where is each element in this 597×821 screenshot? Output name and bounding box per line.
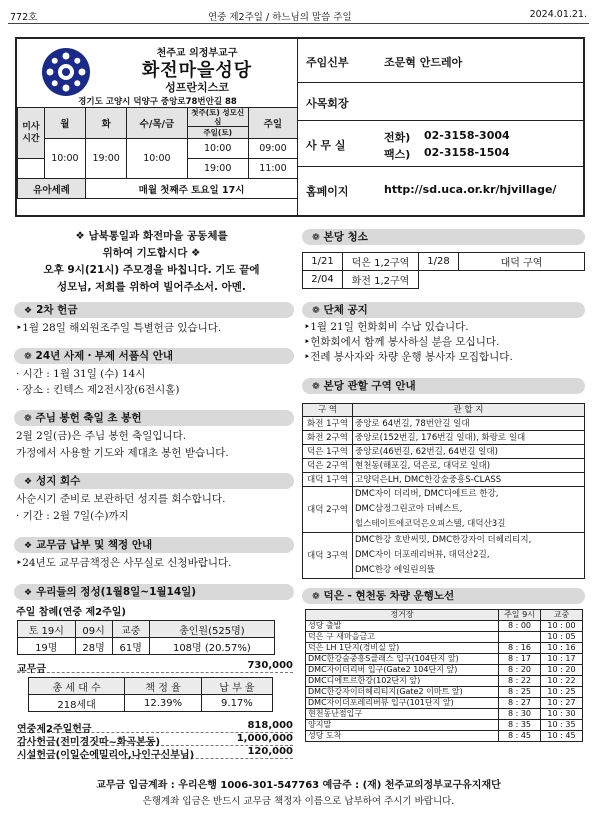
time-tue: 19:00 <box>86 139 127 179</box>
group-notice-1: ‣1월 21일 헌화회비 수납 있습니다. <box>304 321 469 333</box>
dues-table: 총 세 대 수 책 정 율 납 부 율 218세대 12.39% 9.17% <box>28 677 273 712</box>
route-row: DMC한강자이더헤리티지(Gate2 이마트 앞) 8 : 25 10 : 25 <box>306 687 583 698</box>
zone-row: 대덕 3구역 DMC한강 호반써밋, DMC한강자이 더헤리티지, DMC자이 더포레리버뷰, 대덕산2길, DMC한강 에일린의뜰 <box>303 533 585 579</box>
issue-date: 2024.01.21. <box>529 9 587 20</box>
parish-name: 화전마을성당 <box>141 60 253 81</box>
diocese-name: 천주교 의정부교구 <box>156 48 238 59</box>
cleaning-table: 1/21 덕은 1,2구역 1/28 대덕 구역 2/04 화전 1,2구역 <box>302 252 585 289</box>
day-wed-fri: 수/목/금 <box>127 108 187 139</box>
time-sat2: 19:00 <box>187 159 248 179</box>
section-second-collection: ❖ 2차 헌금 <box>14 302 294 318</box>
phone-label: 전화) <box>384 131 411 144</box>
fax-number: 02-3158-1504 <box>424 146 510 159</box>
candle-text-1: 2월 2일(금)은 주님 봉헌 축일입니다. <box>16 430 187 442</box>
zone-row: 화전 1구역 중앙로 64번길, 78번안길 일대 <box>303 417 585 431</box>
day-sun: 주일 <box>248 108 297 139</box>
council-row <box>298 83 583 121</box>
section-candle: ❁ 주님 봉헌 축일 초 봉헌 <box>14 410 294 426</box>
candle-text-2: 가정에서 사용할 기도와 제대초 봉헌 받습니다. <box>16 447 229 459</box>
zone-table: 구 역 관 할 지 화전 1구역 중앙로 64번길, 78번안길 일대 화전 2구역 중앙로(152번길, 176번길 일대), 화랑로 일대 덕은 1구역 중앙로(46번길, 62번길, 64번길 일대) 덕은 2구역 현천동(해포길, 덕은로, 대덕로 일대) 대덕 1구역 고양덕은LH, DMC한강숲중흥S-CLASS 대덕 2구역 DMC자이 더리버, DMC디에트르 한강, DMC삼정그린코아 더베스트, 힐스테이트에코덕은오피스텔, 대덕산3길 대덕 3구역 DMC한강 호반써밋, DMC한강자이 더헤리티지, DMC자이 더포레리버뷰, 대덕산2길, DMC한강 에일린의뜰 <box>302 403 585 579</box>
top-bar <box>8 6 589 24</box>
zone-row: 대덕 2구역 DMC자이 더리버, DMC디에트르 한강, DMC삼정그린코아 더베스트, 힐스테이트에코덕은오피스텔, 대덕산3길 <box>303 487 585 533</box>
route-row: DMC자이더리버 입구(Gate2 104단지 앞) 8 : 20 10 : 20 <box>306 665 583 676</box>
day-mon: 월 <box>44 108 85 139</box>
route-row: 성당 도착 8 : 45 10 : 45 <box>306 731 583 742</box>
bus-route-table: 정거장 주일 9시 교중 성당 출발 8 : 00 10 : 00 덕은 구 새마을금고 10 : 05 덕은 LH 1단지(경비실 앞) 8 : 16 10 : 16 DMC한강숲중흥S클래스 입구(104단지 앞) 8 : 17 10 : 17 DMC자이더리버 입구(Gate2 104단지 앞) 8 : 20 10 : 20 DMC디에트르한강(102단지 앞) 8 : 22 10 : 22 DMC한강자이더헤리티지(Gate2 이마트 앞) 8 : 25 10 : 25 DMC자이더포레리버뷰 입구(101단지 앞) 8 : 27 10 : 27 현천동난점입구 8 : 30 10 : 30 양지말 8 : 35 10 : 35 성당 도착 8 : 45 10 : 45 <box>305 609 583 742</box>
website-url[interactable]: http://sd.uca.or.kr/hjvillage/ <box>384 183 557 196</box>
section-bus-route: ❁ 덕은 - 현천동 차량 운행노선 <box>302 588 585 604</box>
prayer-notice: ❖ 남북통일과 화전마을 공동체를 위하여 기도합시다 ❖ 오후 9시(21시) 주모경을 바칩니다. 기도 끝에 성모님, 저희를 위하여 빌어주소서. 아멘. <box>43 230 260 293</box>
attendance-table: 토 19시 09시 교중 총인원(525명) 19명 28명 61명 108명 (20.57%) <box>17 620 275 655</box>
group-notice-2: ‣헌화회에서 함께 봉사하실 분을 모십니다. <box>304 336 500 348</box>
collection-row: 시설헌금(이일순에밀리아,나인구신부님) 120,000 <box>17 746 293 761</box>
ordination-place: · 장소 : 킨텍스 제2전시장(6전시홀) <box>16 384 180 396</box>
office-label: 사 무 실 <box>306 139 346 152</box>
zone-row: 화전 2구역 중앙로(152번길, 176번길 일대), 화랑로 일대 <box>303 431 585 445</box>
section-offerings: ❖ 우리들의 정성(1월8일~1월14일) <box>14 584 294 600</box>
footer-note: 은행계좌 입금은 반드시 교무금 책정자 이름으로 납부하여 주시기 바랍니다. <box>142 796 455 807</box>
section-group-notice: ❁ 단체 공지 <box>302 302 585 318</box>
parish-address: 경기도 고양시 덕양구 중앙로78번안길 88 <box>78 97 237 107</box>
day-first-sat: 첫주(토) 성모신심 <box>187 108 248 127</box>
collection-list <box>17 720 293 759</box>
mass-time-label: 미사 시간 <box>18 108 45 159</box>
second-collection-text: ‣1월 28일 해외원조주일 특별헌금 있습니다. <box>16 322 222 334</box>
route-row: 덕은 구 새마을금고 10 : 05 <box>306 632 583 643</box>
section-ordination: ❁ 24년 사제・부제 서품식 안내 <box>14 348 294 364</box>
palms-text-1: 사순시기 준비로 보관하던 성지를 회수합니다. <box>16 493 226 505</box>
route-row: 현천동난점입구 8 : 30 10 : 30 <box>306 709 583 720</box>
section-zones: ❁ 본당 관할 구역 안내 <box>302 378 585 394</box>
zone-row: 덕은 2구역 현천동(해포길, 덕은로, 대덕로 일대) <box>303 459 585 473</box>
day-sat: 주일(토) <box>187 127 248 139</box>
section-palms: ❖ 성지 회수 <box>14 473 294 489</box>
collection-row: 감사헌금(전미경짓따~화곡본동) 1,000,000 <box>17 733 293 748</box>
route-row: 양지말 8 : 35 10 : 35 <box>306 720 583 731</box>
ordination-time: · 시간 : 1월 31일 (수) 14시 <box>16 368 146 380</box>
footer <box>0 778 597 810</box>
pastor-name: 조문혁 안드레아 <box>384 56 463 69</box>
phone-number: 02-3158-3004 <box>424 129 510 142</box>
collection-row: 연중제2주일헌금 818,000 <box>17 720 293 735</box>
time-mon: 10:00 <box>44 139 85 179</box>
zone-row: 대덕 1구역 고양덕은LH, DMC한강숲중흥S-CLASS <box>303 473 585 487</box>
parish-patron: 성프란치스코 <box>165 81 229 94</box>
route-row: DMC디에트르한강(102단지 앞) 8 : 22 10 : 22 <box>306 676 583 687</box>
website-label: 홈페이지 <box>306 185 349 198</box>
section-dues: ❖ 교무금 납부 및 책정 안내 <box>14 537 294 553</box>
liturgical-week: 연중 제2주일 / 하느님의 말씀 주일 <box>208 12 352 23</box>
footer-account: 교무금 입금계좌 : 우리은행 1006-301-547763 예금주 : (재) 천주교의정부교구유지재단 <box>96 780 501 791</box>
website-row <box>298 167 583 215</box>
time-sun2: 11:00 <box>248 159 297 179</box>
day-tue: 화 <box>86 108 127 139</box>
palms-text-2: · 기간 : 2월 7일(수)까지 <box>16 510 129 522</box>
parish-logo-icon <box>41 47 91 97</box>
pastor-row <box>298 39 583 83</box>
section-cleaning: ❁ 본당 청소 <box>302 229 585 245</box>
fax-label: 팩스) <box>384 148 411 161</box>
infant-baptism-value: 매월 첫째주 토요일 17시 <box>86 179 298 199</box>
office-row <box>298 121 583 167</box>
infant-baptism-label: 유아세례 <box>18 179 86 199</box>
zone-row: 덕은 1구역 중앙로(46번길, 62번길, 64번길 일대) <box>303 445 585 459</box>
route-row: DMC자이더포레리버뷰 입구(101단지 앞) 8 : 27 10 : 27 <box>306 698 583 709</box>
time-sat1: 10:00 <box>187 139 248 159</box>
route-row: DMC한강숲중흥S클래스 입구(104단지 앞) 8 : 17 10 : 17 <box>306 654 583 665</box>
parish-panel <box>17 39 298 215</box>
header-box <box>15 37 585 217</box>
council-label: 사목회장 <box>306 97 349 110</box>
group-notice-3: ‣전례 봉사자와 차량 운행 봉사자 모집합니다. <box>304 351 513 363</box>
time-sun1: 09:00 <box>248 139 297 159</box>
pastor-label: 주임신부 <box>306 56 349 69</box>
attendance-title: 주일 참례(연중 제2주일) <box>16 607 127 618</box>
dues-summary-line: 교무금 730,000 <box>17 660 293 675</box>
dues-text: ‣24년도 교무금책정은 사무실로 신청바랍니다. <box>16 557 232 569</box>
route-row: 덕은 LH 1단지(경비실 앞) 8 : 16 10 : 16 <box>306 643 583 654</box>
mass-schedule-table <box>17 107 298 199</box>
contact-panel <box>298 39 583 215</box>
route-row: 성당 출발 8 : 00 10 : 00 <box>306 621 583 632</box>
issue-number: 772호 <box>10 12 38 23</box>
time-wed: 10:00 <box>127 139 187 179</box>
